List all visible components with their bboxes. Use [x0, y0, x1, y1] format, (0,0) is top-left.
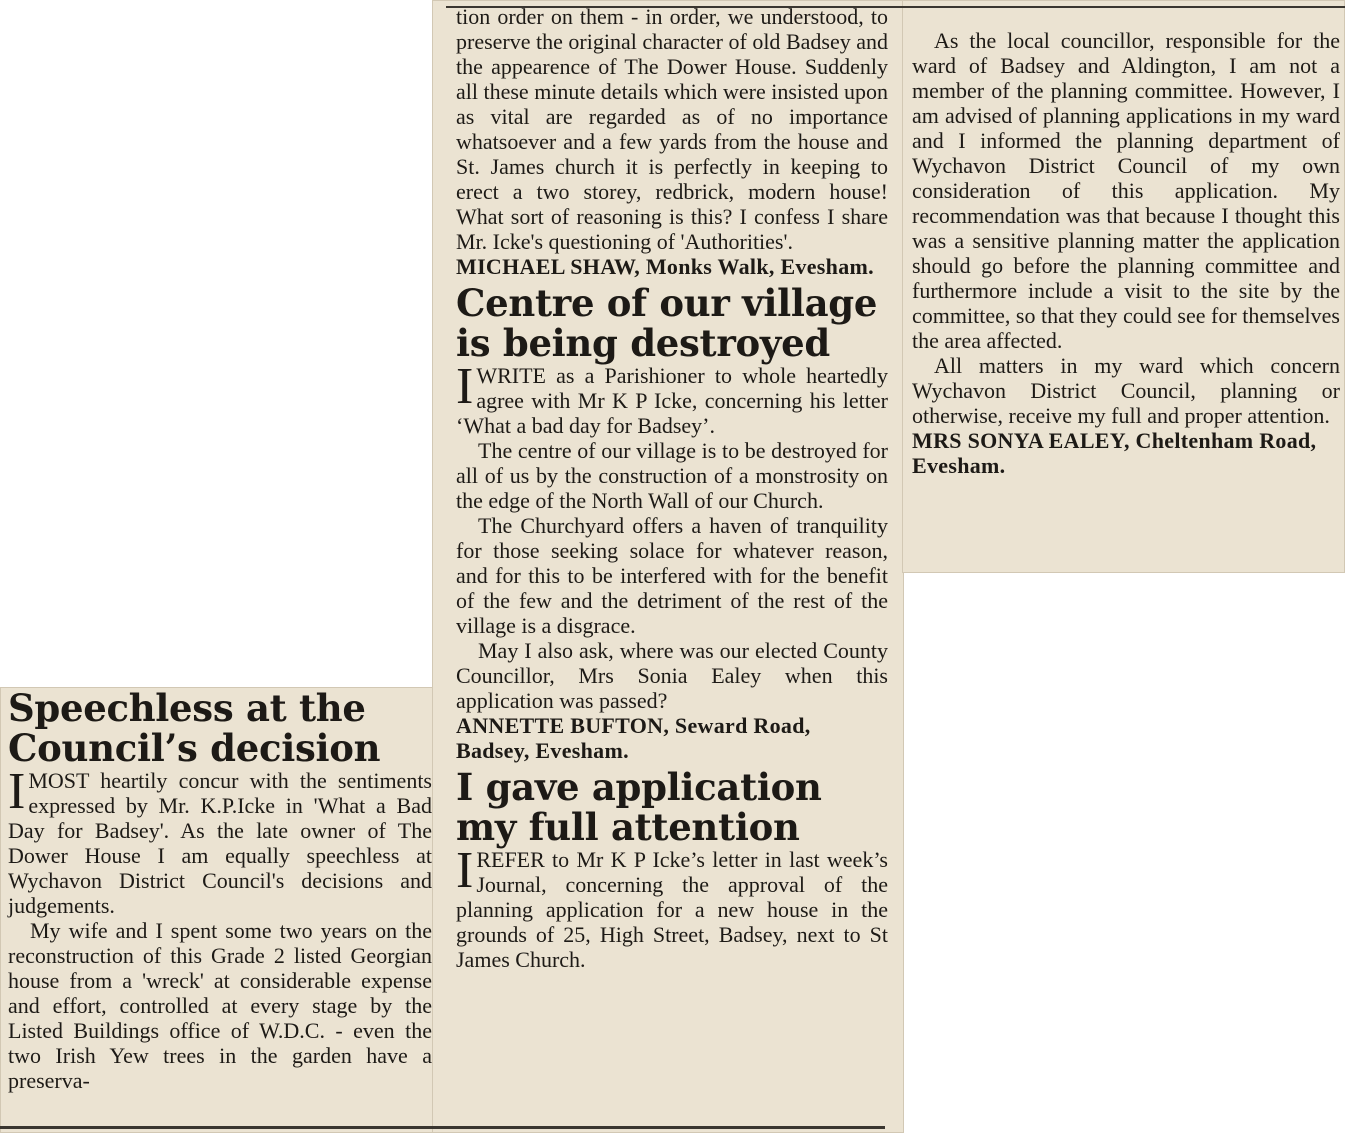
- letter-shaw-continued: tion order on them - in order, we understood, to preserve the original character of old Badsey and the appearence of The Dower House. Suddenly all these minute details which were insisted upon as vital are regarded as of no importance whatsoever and a few yards from the house and St. James church it is perfectly in keeping to erect a two storey, redbrick, modern house! What sort of reasoning is this? I confess I share Mr. Icke's questioning of 'Authorities'.: [456, 4, 888, 254]
- dropcap: I: [456, 842, 474, 899]
- letter-ealey-paragraph-3: All matters in my ward which concern Wychavon District Council, planning or otherwise, receive my full and proper attention.: [912, 353, 1340, 428]
- letter-bufton-paragraph-2: The centre of our village is to be destroyed for all of us by the construction of a monstrosity on the edge of the North Wall of our Church.: [456, 438, 888, 513]
- letter-speechless-paragraph-2: My wife and I spent some two years on the reconstruction of this Grade 2 listed Georgian house from a 'wreck' at considerable expense and effort, controlled at every stage by the Listed Buildings office of W.D.C. - even the two Irish Yew trees in the garden have a preserva-: [8, 918, 432, 1093]
- letter-speechless-paragraph-1: [8, 763, 432, 918]
- letter-bufton-paragraph-1: [456, 358, 888, 438]
- headline-centre-of-village: Centre of our village is being destroyed: [456, 281, 878, 365]
- paragraph-text: REFER to Mr K P Icke’s letter in last week’s Journal, concerning the approval of the planning application for a new house in the grounds of 25, High Street, Badsey, next to St James Church.: [456, 847, 888, 972]
- middle-column: [456, 4, 888, 972]
- letter-ealey-paragraph-1: [456, 842, 888, 972]
- letter-speechless: [8, 684, 432, 1093]
- letter-bufton-paragraph-3: The Churchyard offers a haven of tranquility for those seeking solace for whatever reason, and for this to be interfered with for the benefit of the few and the detriment of the rest of the village is a disgrace.: [456, 513, 888, 638]
- right-column: [912, 28, 1340, 478]
- signature-sonya-ealey: MRS SONYA EALEY, Cheltenham Road, Evesham.: [912, 428, 1317, 478]
- signature-michael-shaw: MICHAEL SHAW, Monks Walk, Evesham.: [456, 254, 874, 279]
- signature-annette-bufton: ANNETTE BUFTON, Seward Road, Badsey, Evesham.: [456, 713, 811, 763]
- headline-speechless: Speechless at the Council’s decision: [8, 686, 381, 770]
- dropcap: I: [8, 763, 26, 820]
- bottom-column-rule: [0, 1126, 885, 1129]
- letter-ealey-paragraph-2: As the local councillor, responsible for the ward of Badsey and Aldington, I am not a member of the planning committee. However, I am advised of planning applications in my ward and I informed the planning department of Wychavon District Council of my own consideration of this application. My recommendation was that because I thought this was a sensitive planning matter the application should go before the planning committee and furthermore include a visit to the site by the committee, so that they could see for themselves the area affected.: [912, 28, 1340, 353]
- dropcap: I: [456, 358, 474, 415]
- paragraph-text: MOST heartily concur with the sentiments expressed by Mr. K.P.Icke in 'What a Bad Day for Badsey'. As the late owner of The Dower House I am equally speechless at Wychavon District Council's decisions and judgements.: [8, 768, 432, 918]
- letter-bufton-paragraph-4: May I also ask, where was our elected County Councillor, Mrs Sonia Ealey when this application was passed?: [456, 638, 888, 713]
- headline-gave-application: I gave application my full attention: [456, 765, 822, 849]
- paragraph-text: WRITE as a Parishioner to whole heartedly agree with Mr K P Icke, concerning his letter ‘What a bad day for Badsey’.: [456, 363, 888, 438]
